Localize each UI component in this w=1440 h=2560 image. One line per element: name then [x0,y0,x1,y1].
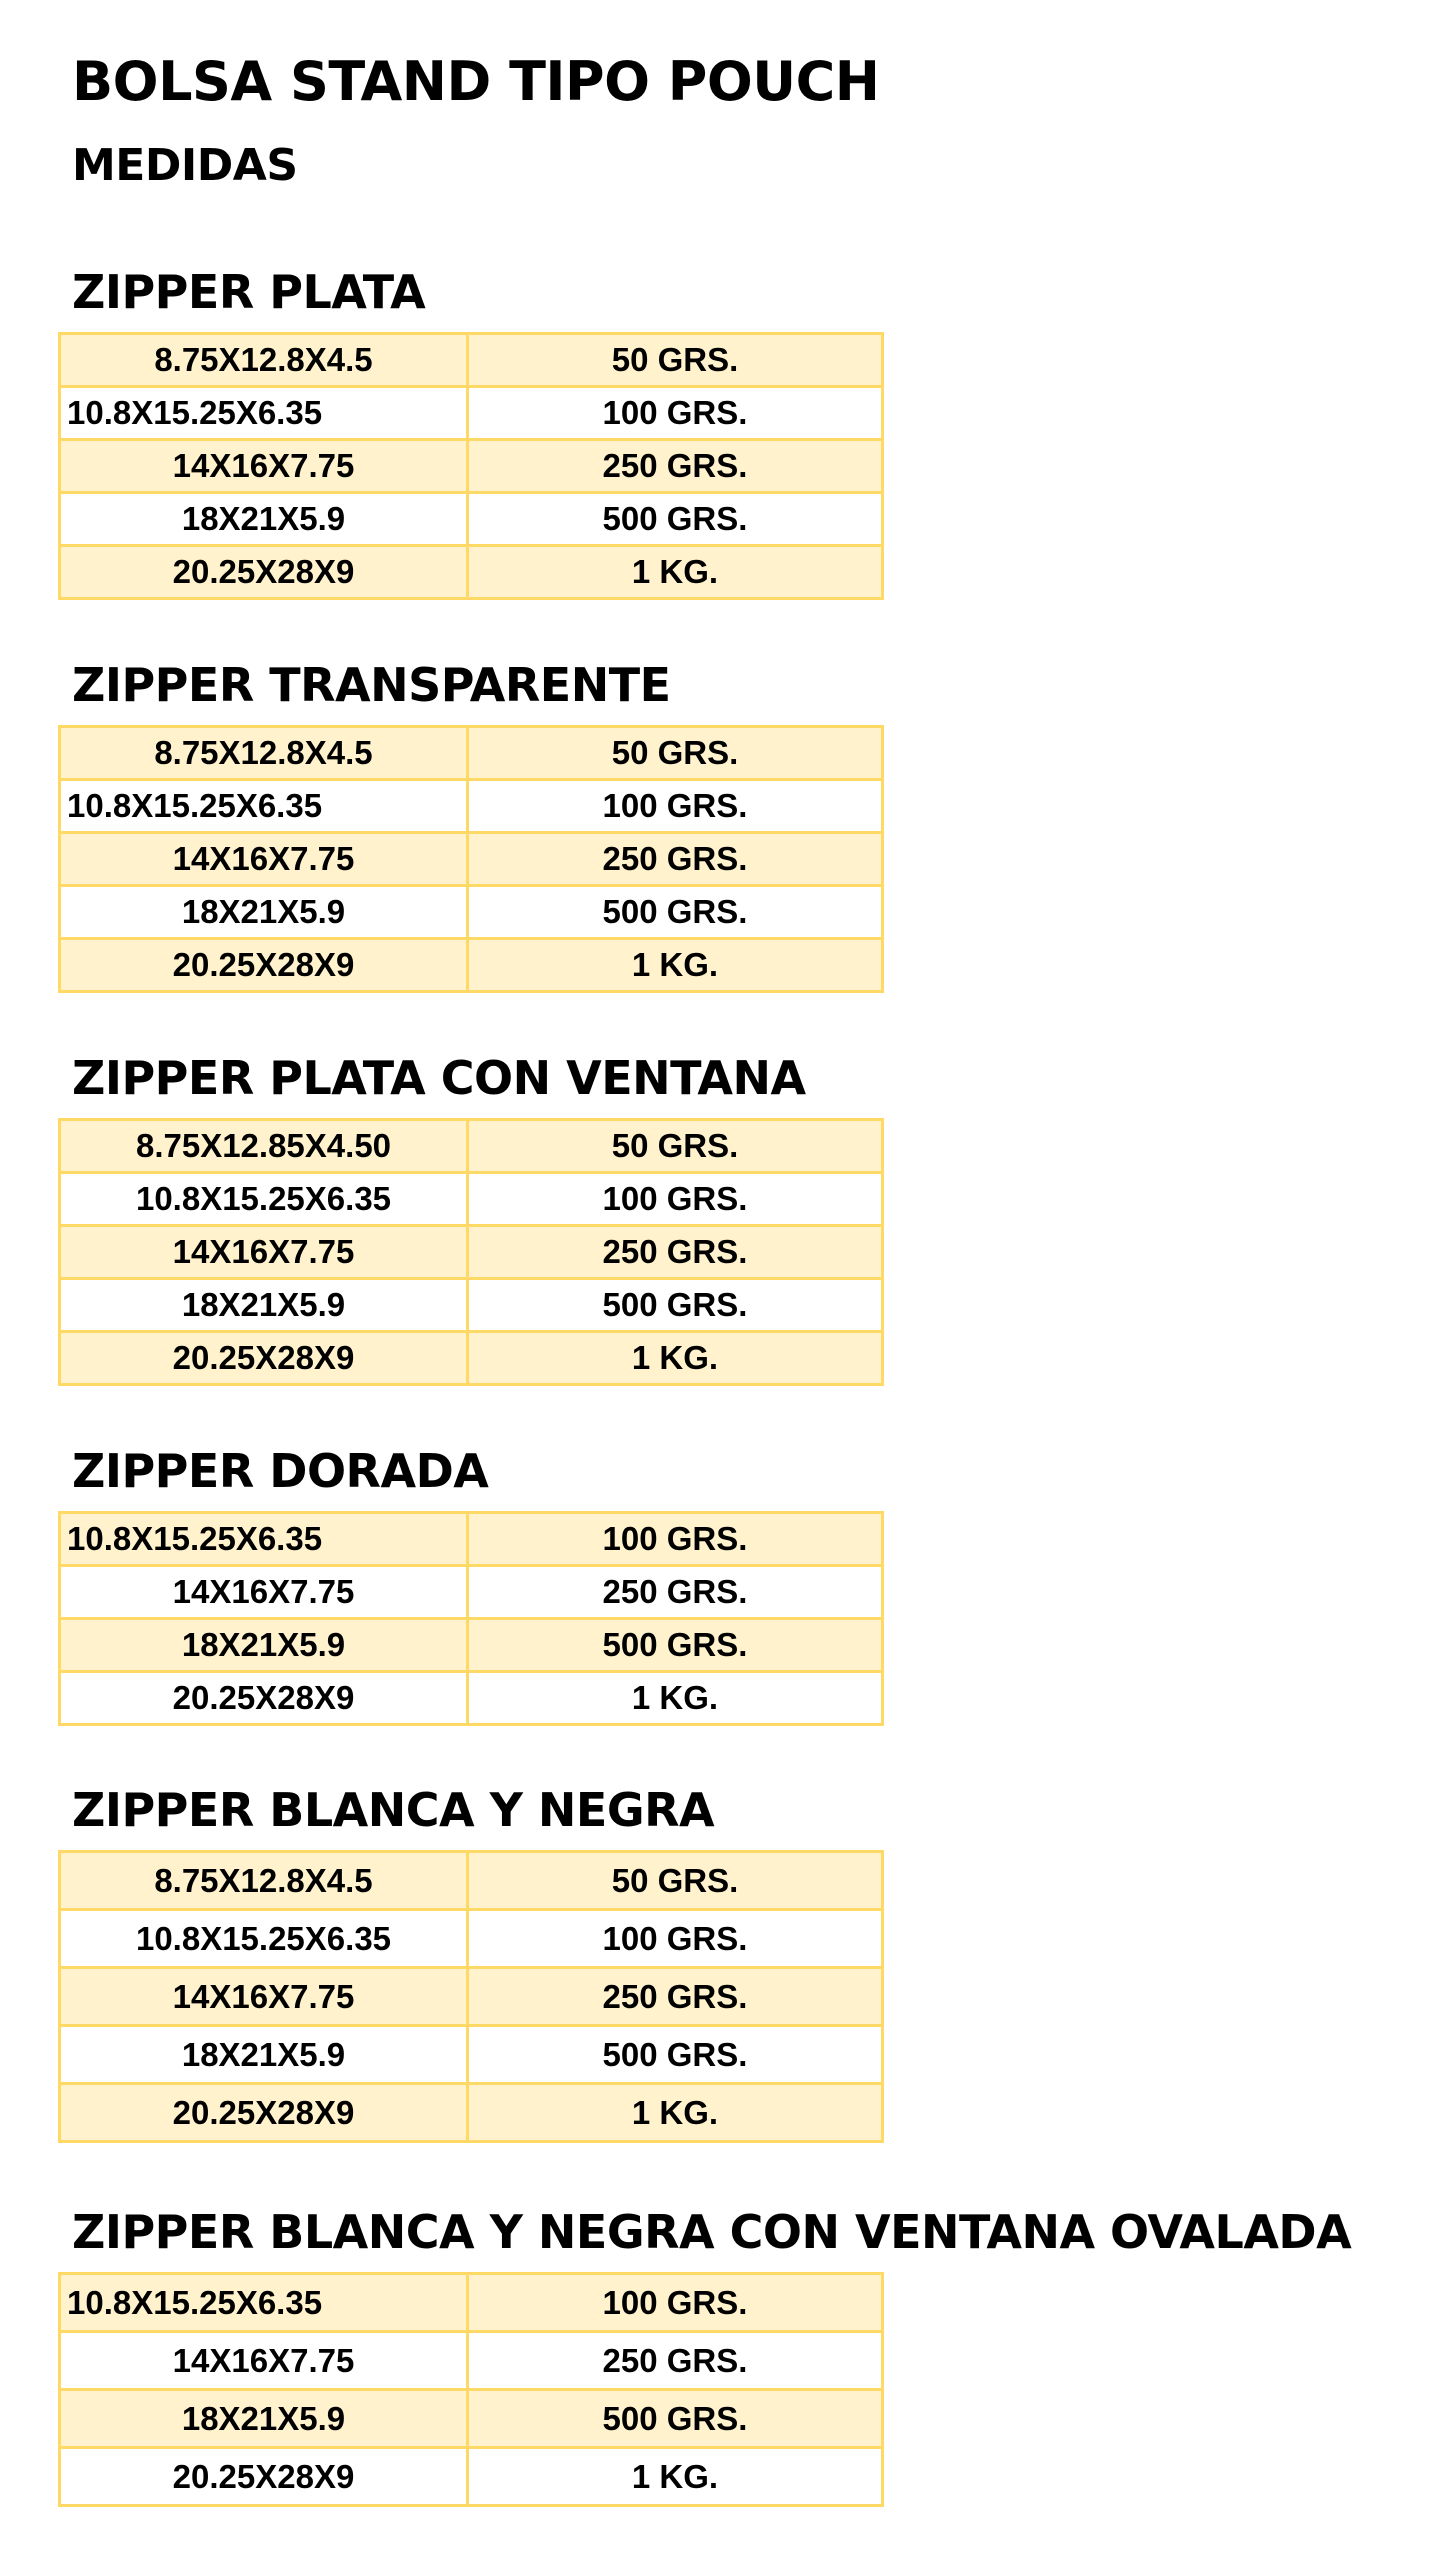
table-row [61,1969,881,2024]
weight-cell: 1 KG. [469,547,881,597]
size-table [58,1118,884,1386]
weight-cell: 1 KG. [469,2449,881,2504]
weight-cell: 1 KG. [469,2085,881,2140]
weight-cell: 100 GRS. [469,2275,881,2330]
table-row [61,1227,881,1277]
weight-cell: 250 GRS. [469,1969,881,2024]
weight-cell: 50 GRS. [469,335,881,385]
table-row [61,388,881,438]
table-row [61,2027,881,2082]
size-cell: 20.25X28X9 [61,1673,466,1723]
size-cell: 18X21X5.9 [61,2391,466,2446]
weight-cell: 100 GRS. [469,388,881,438]
section-heading: ZIPPER TRANSPARENTE [72,658,671,712]
table-row [61,940,881,990]
weight-cell: 50 GRS. [469,1853,881,1908]
size-cell: 10.8X15.25X6.35 [61,1174,466,1224]
table-row [61,1911,881,1966]
weight-cell: 100 GRS. [469,1174,881,1224]
weight-cell: 500 GRS. [469,1280,881,1330]
size-cell: 18X21X5.9 [61,2027,466,2082]
size-cell: 20.25X28X9 [61,2085,466,2140]
section-heading: ZIPPER PLATA [72,265,426,319]
weight-cell: 1 KG. [469,1673,881,1723]
weight-cell: 250 GRS. [469,2333,881,2388]
table-row [61,1567,881,1617]
size-table [58,1511,884,1726]
size-cell: 14X16X7.75 [61,1227,466,1277]
table-row [61,2085,881,2140]
size-cell: 8.75X12.85X4.50 [61,1121,466,1171]
size-cell: 8.75X12.8X4.5 [61,1853,466,1908]
section-heading: ZIPPER BLANCA Y NEGRA [72,1783,715,1837]
size-cell: 8.75X12.8X4.5 [61,728,466,778]
table-row [61,1853,881,1908]
weight-cell: 500 GRS. [469,2391,881,2446]
weight-cell: 250 GRS. [469,441,881,491]
size-cell: 18X21X5.9 [61,1620,466,1670]
table-row [61,887,881,937]
size-cell: 20.25X28X9 [61,547,466,597]
table-row [61,1620,881,1670]
table-row [61,547,881,597]
size-cell: 20.25X28X9 [61,1333,466,1383]
size-table [58,725,884,993]
page-subtitle: MEDIDAS [72,140,298,191]
table-row [61,494,881,544]
weight-cell: 100 GRS. [469,1911,881,1966]
table-row [61,1333,881,1383]
size-cell: 10.8X15.25X6.35 [61,388,466,438]
weight-cell: 50 GRS. [469,728,881,778]
weight-cell: 250 GRS. [469,1567,881,1617]
weight-cell: 250 GRS. [469,834,881,884]
table-row [61,834,881,884]
size-table [58,1850,884,2143]
weight-cell: 250 GRS. [469,1227,881,1277]
weight-cell: 100 GRS. [469,1514,881,1564]
weight-cell: 1 KG. [469,940,881,990]
size-table [58,2272,884,2507]
size-cell: 14X16X7.75 [61,441,466,491]
size-cell: 14X16X7.75 [61,1969,466,2024]
size-table [58,332,884,600]
size-cell: 20.25X28X9 [61,940,466,990]
table-row [61,1174,881,1224]
table-row [61,2333,881,2388]
size-cell: 14X16X7.75 [61,2333,466,2388]
size-cell: 10.8X15.25X6.35 [61,1911,466,1966]
section-heading: ZIPPER BLANCA Y NEGRA CON VENTANA OVALADA [72,2205,1352,2259]
weight-cell: 500 GRS. [469,494,881,544]
size-cell: 8.75X12.8X4.5 [61,335,466,385]
weight-cell: 500 GRS. [469,887,881,937]
size-cell: 10.8X15.25X6.35 [61,781,466,831]
table-row [61,2449,881,2504]
table-row [61,1121,881,1171]
table-row [61,781,881,831]
section-heading: ZIPPER DORADA [72,1444,489,1498]
size-cell: 14X16X7.75 [61,834,466,884]
table-row [61,1280,881,1330]
table-row [61,2391,881,2446]
size-cell: 20.25X28X9 [61,2449,466,2504]
weight-cell: 50 GRS. [469,1121,881,1171]
weight-cell: 100 GRS. [469,781,881,831]
table-row [61,441,881,491]
size-cell: 18X21X5.9 [61,887,466,937]
table-row [61,335,881,385]
table-row [61,1673,881,1723]
weight-cell: 500 GRS. [469,1620,881,1670]
size-cell: 14X16X7.75 [61,1567,466,1617]
size-cell: 10.8X15.25X6.35 [61,1514,466,1564]
size-cell: 18X21X5.9 [61,494,466,544]
table-row [61,1514,881,1564]
table-row [61,728,881,778]
weight-cell: 1 KG. [469,1333,881,1383]
size-cell: 18X21X5.9 [61,1280,466,1330]
page-title: BOLSA STAND TIPO POUCH [72,50,880,113]
size-cell: 10.8X15.25X6.35 [61,2275,466,2330]
section-heading: ZIPPER PLATA CON VENTANA [72,1051,806,1105]
table-row [61,2275,881,2330]
weight-cell: 500 GRS. [469,2027,881,2082]
